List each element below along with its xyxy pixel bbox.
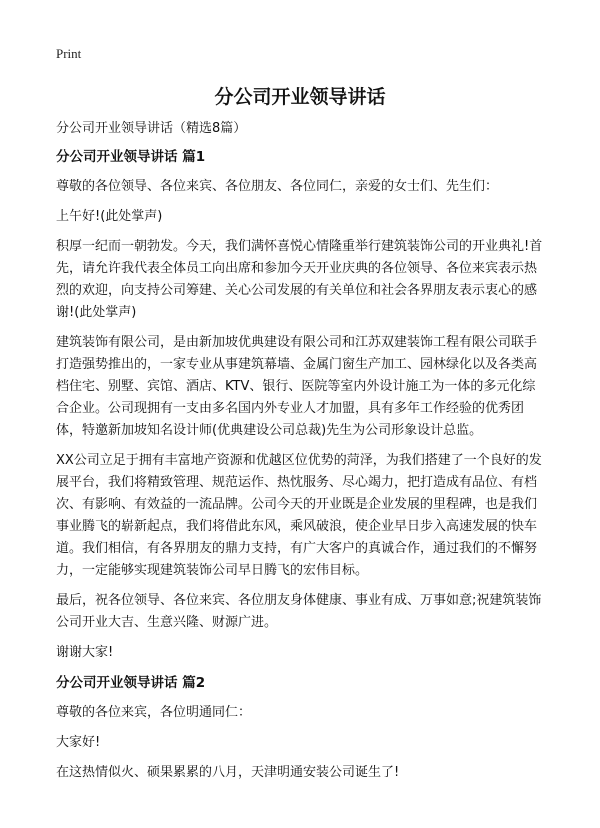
section-heading-1: 分公司开业领导讲话 篇1 <box>56 149 206 165</box>
paragraph: 大家好! <box>56 735 101 750</box>
document-subtitle: 分公司开业领导讲话（精选8篇） <box>56 121 247 136</box>
page-title: 分公司开业领导讲话 <box>214 86 386 108</box>
paragraph: 建筑装饰有限公司，是由新加坡优典建设有限公司和江苏双建装饰工程有限公司联手打造强势推出的，一家专业从事建筑幕墙、金属门窗生产加工、园林绿化以及各类高档住宅、别墅、宾馆、酒店、KTV、银行、医院等室内外设计施工为一体的多元化综合企业。公司现拥有一支由多名国内外专业人才加盟，具有多年工作经验的优秀团体，特邀新加坡知名设计师(优典建设公司总裁)先生为公司形象设计总监。 <box>56 335 538 438</box>
print-link[interactable]: Print <box>56 46 82 61</box>
paragraph: 尊敬的各位领导、各位来宾、各位朋友、各位同仁，亲爱的女士们、先生们： <box>56 179 499 194</box>
paragraph: 积厚一纪而一朝勃发。今天，我们满怀喜悦心情隆重举行建筑装饰公司的开业典礼!首先，请允许我代表全体员工向出席和参加今天开业庆典的各位领导、各位来宾表示热烈的欢迎，向支持公司筹建、关心公司发展的有关单位和社会各界朋友表示衷心的感谢!(此处掌声) <box>56 239 543 320</box>
paragraph: 在这热情似火、硕果累累的八月，天津明通安装公司诞生了! <box>56 765 400 780</box>
section-heading-2: 分公司开业领导讲话 篇2 <box>56 675 206 691</box>
document-body <box>56 118 548 792</box>
paragraph: 上午好!(此处掌声) <box>56 209 163 224</box>
paragraph: 尊敬的各位来宾，各位明通同仁： <box>56 705 252 720</box>
paragraph: XX公司立足于拥有丰富地产资源和优越区位优势的菏泽，为我们搭建了一个良好的发展平台，我们将精致管理、规范运作、热忱服务、尽心竭力，把打造成有品位、有档次、有影响、有效益的一流品牌。公司今天的开业既是企业发展的里程碑，也是我们事业腾飞的崭新起点，我们将借此东风，乘风破浪，使企业早日步入高速发展的快车道。我们相信，有各界朋友的鼎力支持，有广大客户的真诚合作，通过我们的不懈努力，一定能够实现建筑装饰公司早日腾飞的宏伟目标。 <box>56 453 542 578</box>
paragraph: 最后，祝各位领导、各位来宾、各位朋友身体健康、事业有成、万事如意;祝建筑装饰公司开业大吉、生意兴隆、财源广进。 <box>56 593 542 630</box>
paragraph: 谢谢大家! <box>56 645 114 660</box>
